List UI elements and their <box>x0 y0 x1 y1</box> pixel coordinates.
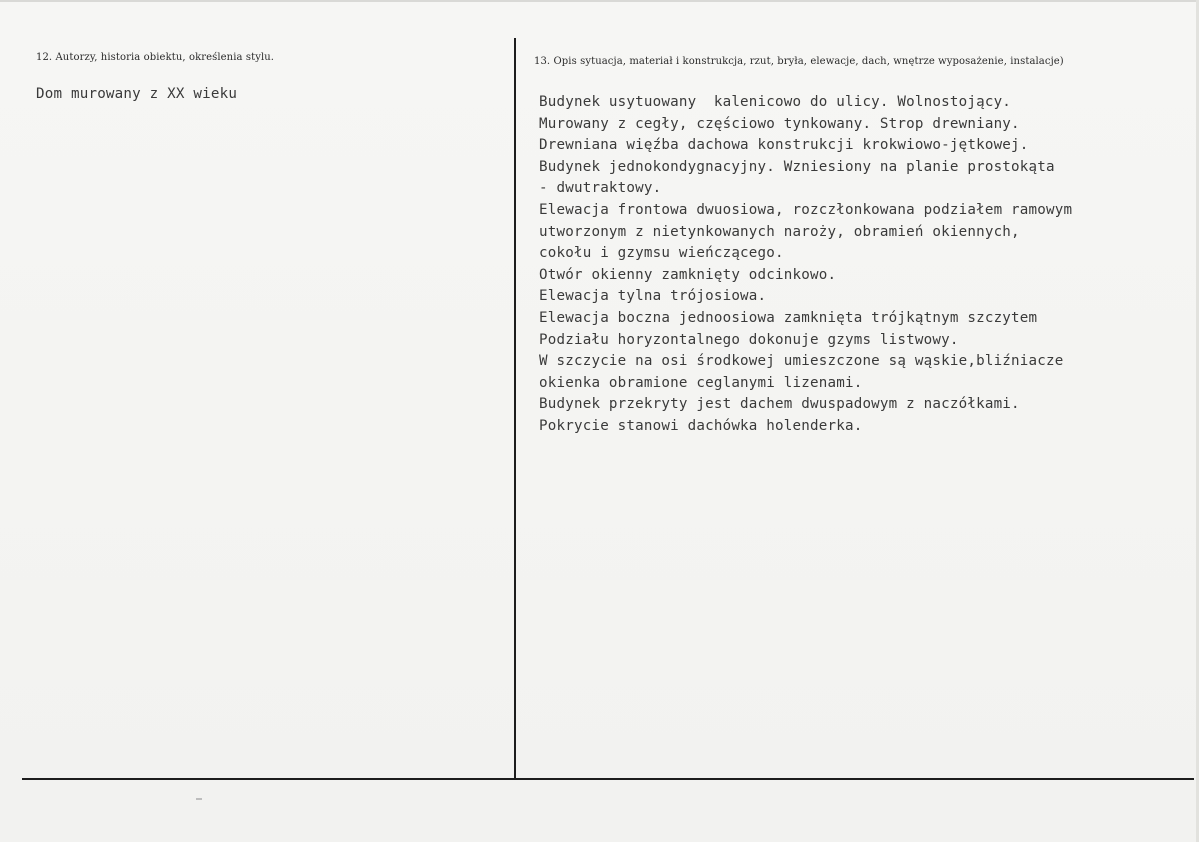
page-edge-top <box>0 0 1199 2</box>
section-13-label: 13. Opis sytuacja, materiał i konstrukcja, rzut, bryła, elewacje, dach, wnętrze wyposażenie, instalacje) <box>534 56 1064 67</box>
text-line: Pokrycie stanowi dachówka holenderka. <box>539 417 863 434</box>
text-line: utworzonym z nietynkowanych naroży, obramień okiennych, <box>539 223 1020 240</box>
text-line: Podziału horyzontalnego dokonuje gzyms listwowy. <box>539 331 959 348</box>
text-line: Elewacja frontowa dwuosiowa, rozczłonkowana podziałem ramowym <box>539 201 1073 218</box>
bottom-rule <box>22 778 1194 780</box>
text-line: Drewniana więźba dachowa konstrukcji krokwiowo-jętkowej. <box>539 137 1029 154</box>
ink-mark <box>196 798 202 800</box>
text-line: Otwór okienny zamknięty odcinkowo. <box>539 266 837 283</box>
text-line: cokołu i gzymsu wieńczącego. <box>539 245 784 262</box>
section-12-label: 12. Autorzy, historia obiektu, określenia stylu. <box>36 52 275 63</box>
text-line: Elewacja boczna jednoosiowa zamknięta trójkątnym szczytem <box>539 309 1038 326</box>
text-line: Budynek jednokondygnacyjny. Wzniesiony na planie prostokąta <box>539 158 1055 175</box>
text-line: W szczycie na osi środkowej umieszczone są wąskie,bliźniacze <box>539 353 1064 370</box>
text-line: okienka obramione ceglanymi lizenami. <box>539 374 863 391</box>
text-line: - dwutraktowy. <box>539 180 662 197</box>
section-12-text: Dom murowany z XX wieku <box>36 86 238 102</box>
text-line: Budynek usytuowany kalenicowo do ulicy. Wolnostojący. <box>539 94 1012 110</box>
text-line: Budynek przekryty jest dachem dwuspadowym z naczółkami. <box>539 396 1020 413</box>
section-13-text <box>539 92 1072 438</box>
text-line: Murowany z cegły, częściowo tynkowany. Strop drewniany. <box>539 115 1020 132</box>
text-line: Elewacja tylna trójosiowa. <box>539 288 767 305</box>
column-divider <box>514 38 516 780</box>
